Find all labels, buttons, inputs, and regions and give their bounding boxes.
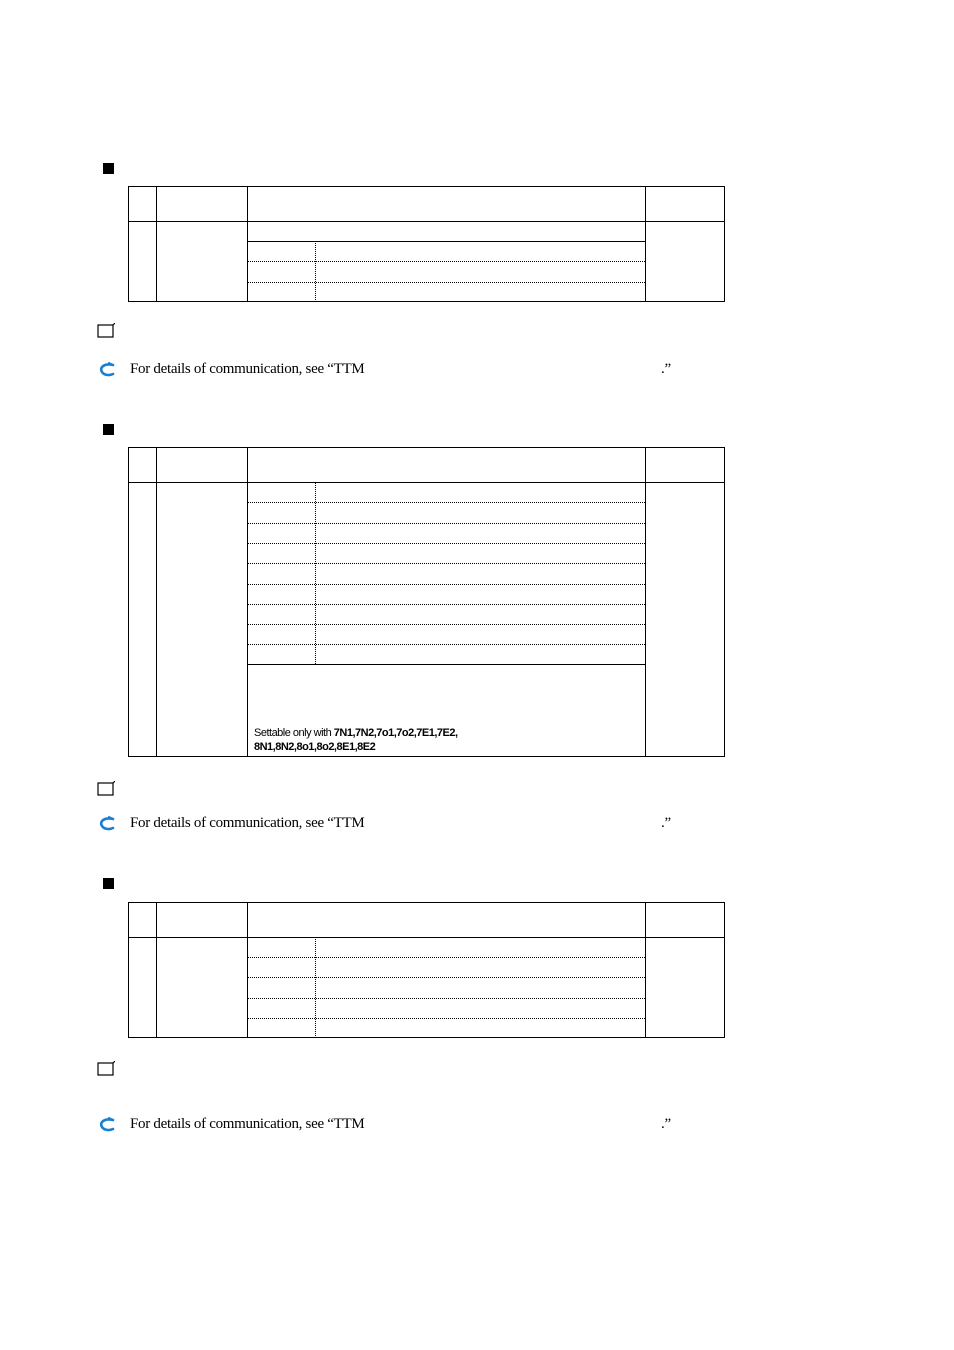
reference-text bbox=[130, 815, 364, 832]
settable-note bbox=[254, 726, 639, 754]
settable-values-line2: 8N1,8N2,8o1,8o2,8E1,8E2 bbox=[254, 741, 376, 753]
reference-arrow-icon bbox=[97, 1117, 115, 1133]
reference-text bbox=[130, 1116, 364, 1133]
settable-note-prefix: Settable only with bbox=[254, 727, 334, 739]
note-page-icon bbox=[97, 323, 115, 338]
reference-text bbox=[130, 361, 364, 378]
reference-prefix: For details of communication, see “TTM bbox=[130, 361, 365, 377]
reference-prefix: For details of communication, see “TTM bbox=[130, 1116, 365, 1132]
settable-values-line1: 7N1,7N2,7o1,7o2,7E1,7E2, bbox=[333, 727, 458, 739]
note-page-icon bbox=[97, 781, 115, 796]
parameter-table-3 bbox=[128, 902, 725, 1038]
reference-suffix: .” bbox=[661, 361, 671, 377]
reference-suffix: .” bbox=[661, 815, 671, 831]
reference-prefix: For details of communication, see “TTM bbox=[130, 815, 365, 831]
parameter-table-2 bbox=[128, 447, 725, 757]
section-bullet-2 bbox=[103, 424, 114, 435]
reference-suffix: .” bbox=[661, 1116, 671, 1132]
section-bullet-3 bbox=[103, 878, 114, 889]
section-bullet-1 bbox=[103, 163, 114, 174]
parameter-table-1 bbox=[128, 186, 725, 302]
reference-arrow-icon bbox=[97, 362, 115, 378]
note-page-icon bbox=[97, 1061, 115, 1076]
reference-arrow-icon bbox=[97, 816, 115, 832]
